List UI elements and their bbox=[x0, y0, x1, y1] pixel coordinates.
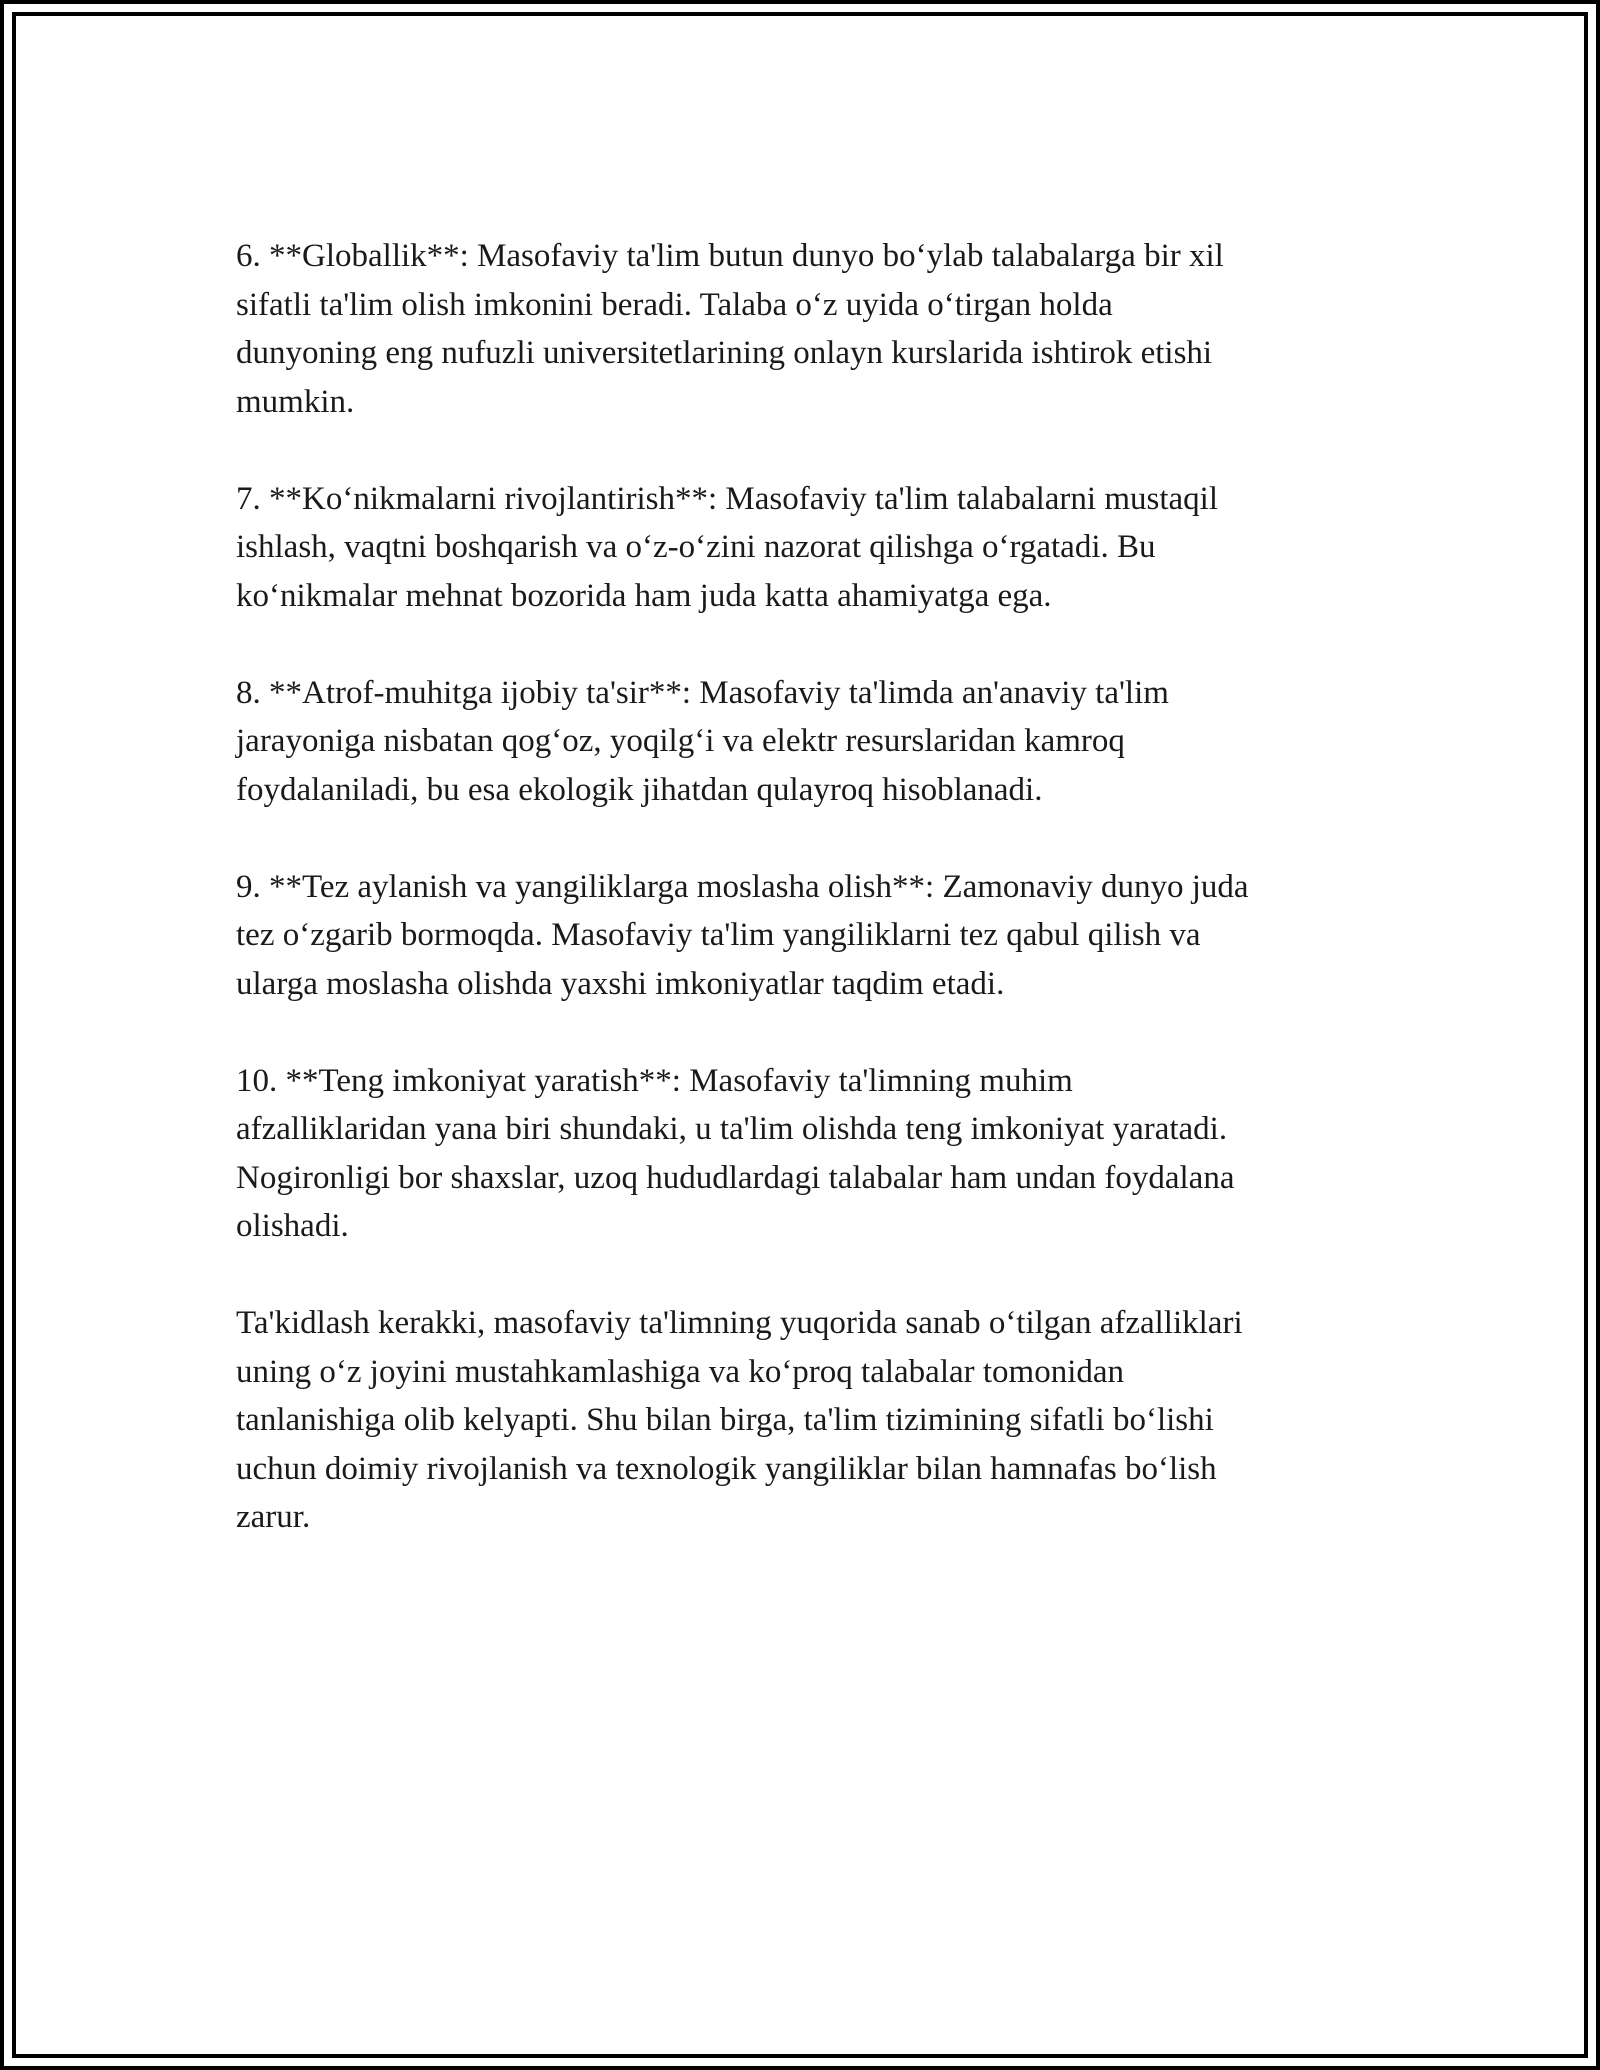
paragraph-tez-aylanish: 9. **Tez aylanish va yangiliklarga moslasha olish**: Zamonaviy dunyo juda tez o‘zgarib bormoqda. Masofaviy ta'lim yangiliklarni tez qabul qilish va ularga moslasha olishda yaxshi imkoniyatlar taqdim etadi. bbox=[236, 868, 1249, 1002]
paragraph-conclusion: Ta'kidlash kerakki, masofaviy ta'limning yuqorida sanab o‘tilgan afzalliklari uning o‘z joyini mustahkamlashiga va ko‘proq talabalar tomonidan tanlanishiga olib kelyapti. Shu bilan birga, ta'lim tizimining sifatli bo‘lishi uchun doimiy rivojlanish va texnologik yangiliklar bilan hamnafas bo‘lish zarur. bbox=[236, 1305, 1243, 1535]
paragraph-globallik: 6. **Globallik**: Masofaviy ta'lim butun dunyo bo‘ylab talabalarga bir xil sifatli ta'lim olish imkonini beradi. Talaba o‘z uyida o‘tirgan holda dunyoning eng nufuzli universitetlarining onlayn kurslarida ishtirok etishi mumkin. bbox=[236, 238, 1224, 420]
paragraph-atrof-muhit: 8. **Atrof-muhitga ijobiy ta'sir**: Masofaviy ta'limda an'anaviy ta'lim jarayoniga nisbatan qog‘oz, yoqilg‘i va elektr resurslaridan kamroq foydalaniladi, bu esa ekologik jihatdan qulayroq hisoblanadi. bbox=[236, 674, 1169, 808]
document-body bbox=[236, 232, 1396, 1590]
paragraph-konikmalar: 7. **Ko‘nikmalarni rivojlantirish**: Masofaviy ta'lim talabalarni mustaqil ishlash, vaqtni boshqarish va o‘z-o‘zini nazorat qilishga o‘rgatadi. Bu ko‘nikmalar mehnat bozorida ham juda katta ahamiyatga ega. bbox=[236, 480, 1218, 614]
paragraph-teng-imkoniyat: 10. **Teng imkoniyat yaratish**: Masofaviy ta'limning muhim afzalliklaridan yana biri shundaki, u ta'lim olishda teng imkoniyat yaratadi. Nogironligi bor shaxslar, uzoq hududlardagi talabalar ham undan foydalana olishadi. bbox=[236, 1062, 1235, 1244]
